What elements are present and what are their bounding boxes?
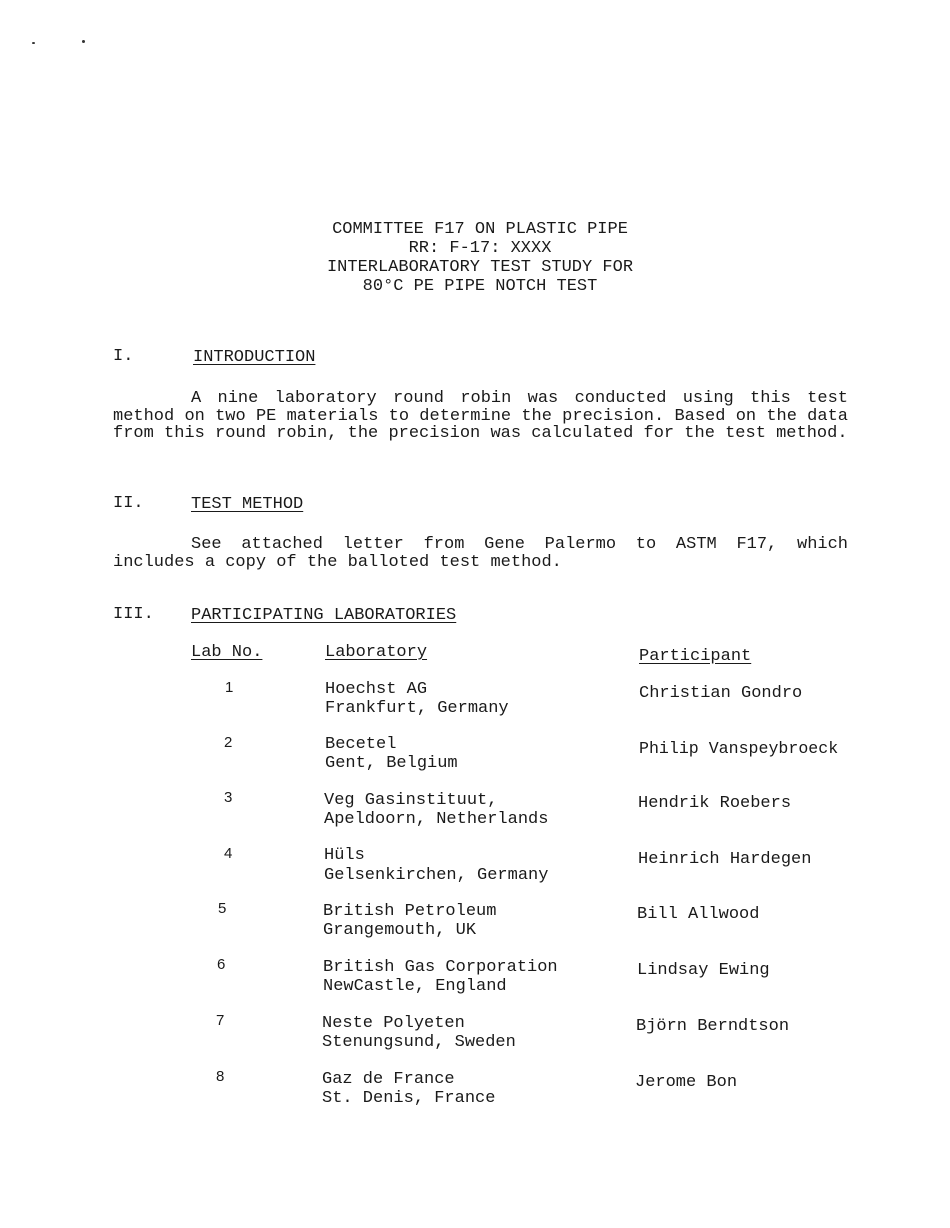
lab-number: 5	[218, 900, 227, 917]
lab-city: Gent, Belgium	[325, 754, 458, 773]
header-line-test: 80°C PE PIPE NOTCH TEST	[362, 277, 598, 296]
section-numeral-intro: I.	[113, 347, 134, 366]
lab-city: Gelsenkirchen, Germany	[324, 866, 549, 885]
column-header-laboratory: Laboratory	[325, 643, 428, 662]
lab-city: Grangemouth, UK	[323, 921, 477, 940]
lab-city: Frankfurt, Germany	[325, 699, 509, 718]
lab-number: 7	[216, 1012, 225, 1029]
header-line-study: INTERLABORATORY TEST STUDY FOR	[326, 258, 634, 277]
header-line-rr: RR: F-17: XXXX	[408, 239, 552, 258]
column-header-lab-no: Lab No.	[191, 643, 263, 662]
lab-name: Hoechst AG	[325, 680, 428, 699]
lab-name: Neste Polyeten	[322, 1014, 465, 1033]
lab-name: Becetel	[325, 735, 397, 754]
section-heading-labs: PARTICIPATING LABORATORIES	[191, 606, 457, 625]
section-heading-method: TEST METHOD	[191, 495, 304, 514]
lab-name: Gaz de France	[322, 1070, 455, 1089]
participant-name: Heinrich Hardegen	[638, 850, 812, 869]
lab-number: 3	[224, 789, 233, 806]
participant-name: Bill Allwood	[637, 905, 760, 924]
section-heading-intro: INTRODUCTION	[193, 348, 316, 367]
participant-name: Jerome Bon	[635, 1073, 738, 1092]
lab-name: British Gas Corporation	[323, 958, 558, 977]
section-numeral-labs: III.	[113, 605, 154, 624]
participant-name: Lindsay Ewing	[637, 961, 770, 980]
column-header-participant: Participant	[639, 647, 752, 666]
lab-name: Veg Gasinstituut,	[324, 791, 498, 810]
lab-city: St. Denis, France	[322, 1089, 496, 1108]
lab-number: 8	[216, 1068, 225, 1085]
participant-name: Christian Gondro	[639, 684, 803, 703]
lab-number: 6	[217, 956, 226, 973]
participant-name: Hendrik Roebers	[638, 794, 792, 813]
method-paragraph	[113, 536, 848, 571]
lab-number: 1	[225, 679, 234, 696]
intro-paragraph	[113, 390, 848, 443]
lab-city: NewCastle, England	[323, 977, 507, 996]
lab-name: Hüls	[324, 846, 365, 865]
scan-speck	[82, 40, 85, 43]
method-body: See attached letter from Gene Palermo to ASTM F17, which includes a copy of the balloted test method.	[113, 535, 848, 572]
scan-speck	[32, 42, 35, 44]
intro-body: A nine laboratory round robin was conducted using this test method on two PE materials to determine the precision. Based on the data from this round robin, the precision was calculated for the test method.	[113, 389, 848, 443]
header-line-committee: COMMITTEE F17 ON PLASTIC PIPE	[332, 220, 628, 239]
lab-number: 4	[224, 845, 233, 862]
lab-city: Apeldoorn, Netherlands	[324, 810, 549, 829]
section-numeral-method: II.	[113, 494, 144, 513]
participant-name: Philip Vanspeybroeck	[639, 739, 839, 758]
lab-name: British Petroleum	[323, 902, 497, 921]
participant-name: Björn Berndtson	[636, 1017, 790, 1036]
lab-city: Stenungsund, Sweden	[322, 1033, 516, 1052]
lab-number: 2	[224, 734, 233, 751]
